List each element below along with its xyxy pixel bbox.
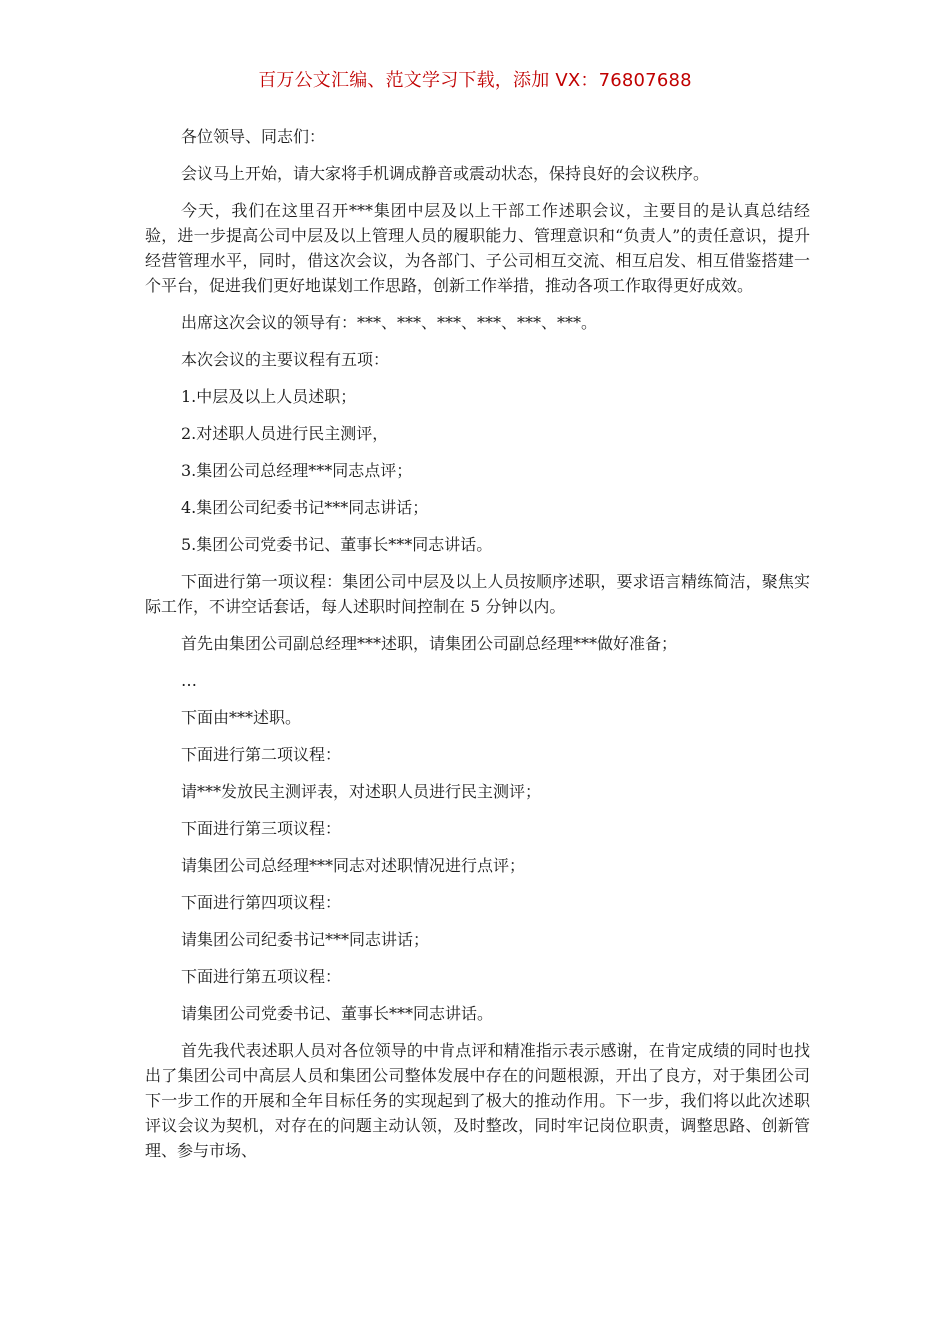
- paragraph: 首先我代表述职人员对各位领导的中肯点评和精准指示表示感谢，在肯定成绩的同时也找出了集团公司中高层人员和集团公司整体发展中存在的问题根源，开出了良方，对于集团公司下一步工作的开展和全年目标任务的实现起到了极大的推动作用。下一步，我们将以此次述职评议会议为契机，对存在的问题主动认领，及时整改，同时牢记岗位职责，调整思路、创新管理、参与市场、: [145, 1041, 810, 1160]
- document-body: [145, 124, 810, 1175]
- salutation: 各位领导、同志们：: [181, 127, 326, 146]
- paragraph: 会议马上开始，请大家将手机调成静音或震动状态，保持良好的会议秩序。: [181, 164, 710, 183]
- paragraph: 今天，我们在这里召开***集团中层及以上干部工作述职会议，主要目的是认真总结经验，进一步提高公司中层及以上管理人员的履职能力、管理意识和“负责人”的责任意识，提升经营管理水平，同时，借这次会议，为各部门、子公司相互交流、相互启发、相互借鉴搭建一个平台，促进我们更好地谋划工作思路，创新工作举措，推动各项工作取得更好成效。: [145, 201, 810, 295]
- paragraph: 下面进行第一项议程：集团公司中层及以上人员按顺序述职，要求语言精练简洁，聚焦实际工作，不讲空话套话，每人述职时间控制在 5 分钟以内。: [145, 572, 810, 616]
- paragraph: 请***发放民主测评表，对述职人员进行民主测评；: [181, 782, 542, 801]
- paragraph: 请集团公司党委书记、董事长***同志讲话。: [181, 1004, 494, 1023]
- paragraph: 下面由***述职。: [181, 708, 302, 727]
- paragraph: 下面进行第五项议程：: [181, 967, 342, 986]
- paragraph: 下面进行第三项议程：: [181, 819, 342, 838]
- paragraph: 请集团公司总经理***同志对述职情况进行点评；: [181, 856, 526, 875]
- paragraph: 下面进行第四项议程：: [181, 893, 342, 912]
- header-banner: 百万公文汇编、范文学习下载，添加 VX：76807688: [258, 70, 692, 91]
- agenda-item: 5.集团公司党委书记、董事长***同志讲话。: [181, 535, 493, 554]
- agenda-item: 3.集团公司总经理***同志点评；: [181, 461, 413, 480]
- paragraph: 请集团公司纪委书记***同志讲话；: [181, 930, 430, 949]
- agenda-item: 1.中层及以上人员述职；: [181, 387, 357, 406]
- paragraph: 下面进行第二项议程：: [181, 745, 342, 764]
- agenda-item: 4.集团公司纪委书记***同志讲话；: [181, 498, 429, 517]
- paragraph: 本次会议的主要议程有五项：: [181, 350, 390, 369]
- paragraph: 首先由集团公司副总经理***述职，请集团公司副总经理***做好准备；: [181, 634, 678, 653]
- paragraph: 出席这次会议的领导有：***、***、***、***、***、***。: [181, 313, 598, 332]
- agenda-item: 2.对述职人员进行民主测评，: [181, 424, 389, 443]
- ellipsis: …: [181, 671, 197, 690]
